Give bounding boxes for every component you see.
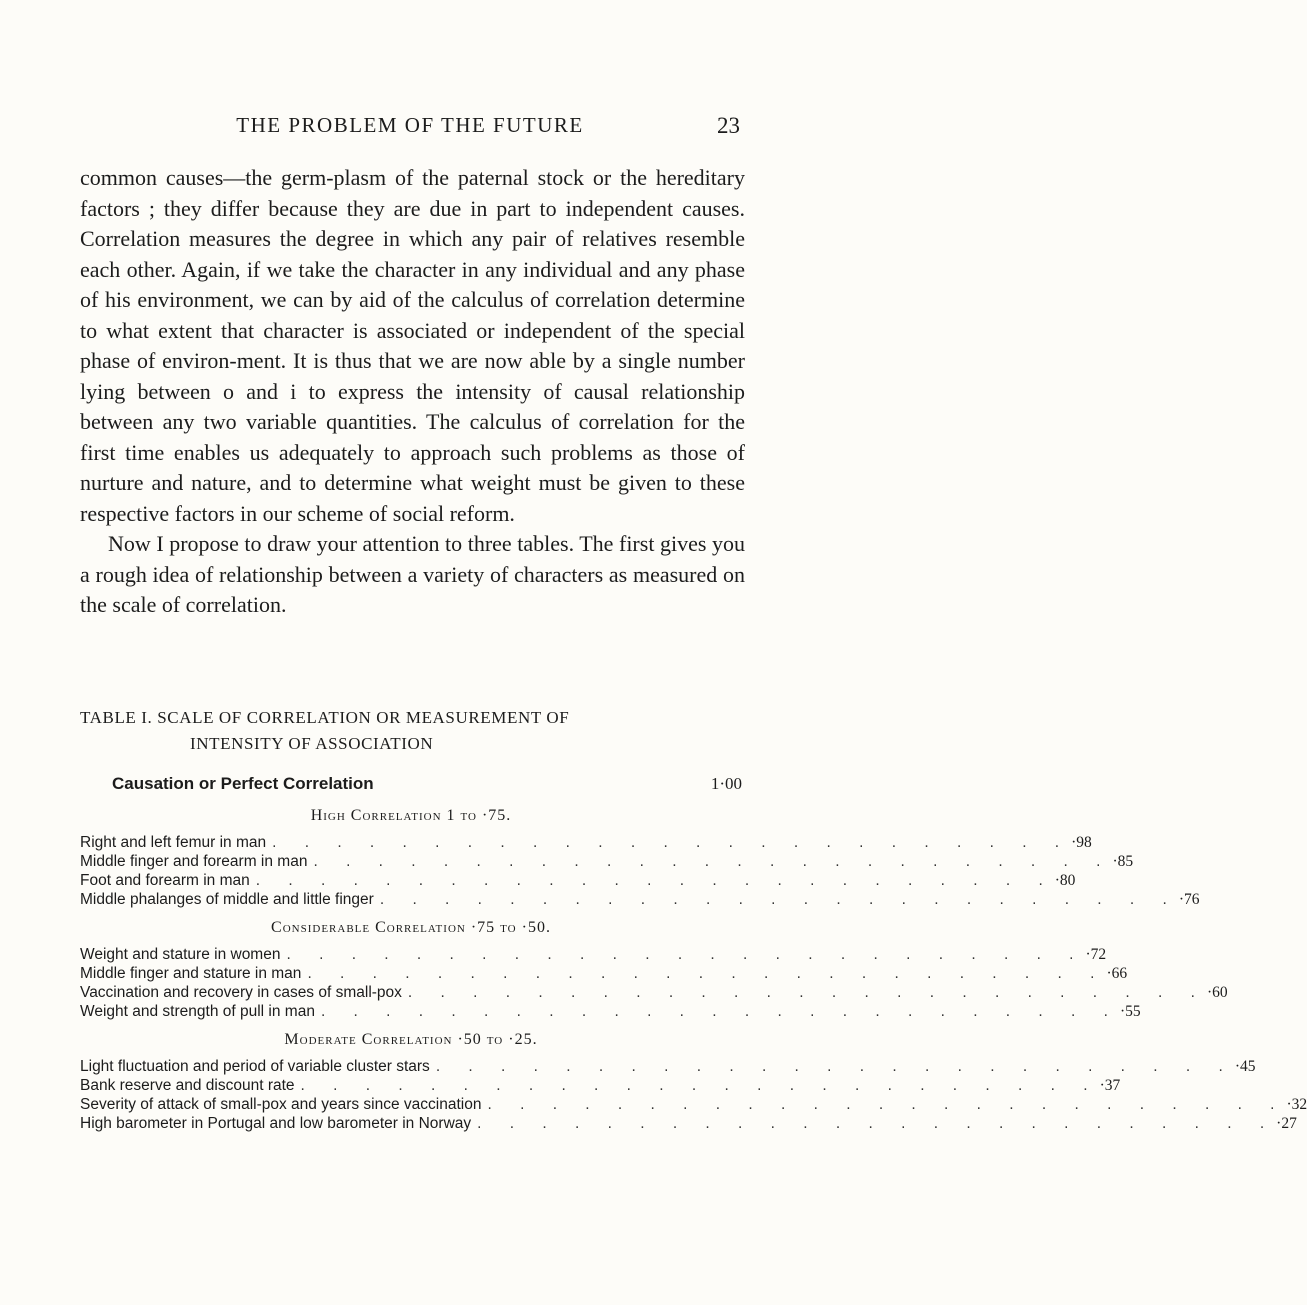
leader-dots: . . . . . . . . . . . . . . . . . . . . . . . . .	[272, 834, 1072, 851]
leader-dots: . . . . . . . . . . . . . . . . . . . . . . . . .	[477, 1115, 1277, 1132]
row-label: Light fluctuation and period of variable cluster stars	[80, 1058, 430, 1075]
leader-dots: . . . . . . . . . . . . . . . . . . . . . . . . .	[313, 853, 1113, 870]
table-row	[80, 964, 1128, 983]
row-value: ·76	[1178, 891, 1200, 908]
row-label: Weight and strength of pull in man	[80, 1003, 315, 1020]
row-label: Bank reserve and discount rate	[80, 1077, 295, 1094]
row-label: High barometer in Portugal and low barometer in Norway	[80, 1115, 472, 1132]
table-row	[80, 1002, 1141, 1021]
section-heading: Considerable Correlation ·75 to ·50.	[271, 919, 551, 936]
leader-dots: . . . . . . . . . . . . . . . . . . . . . . . . .	[379, 891, 1179, 908]
table-row	[80, 983, 1228, 1002]
row-value: ·27	[1276, 1115, 1297, 1132]
leader-dots: . . . . . . . . . . . . . . . . . . . . . . . . .	[286, 946, 1086, 963]
row-label: Middle finger and forearm in man	[80, 853, 308, 870]
perfect-correlation-row	[80, 771, 742, 797]
section-heading: High Correlation 1 to ·75.	[310, 807, 512, 824]
leader-dots: . . . . . . . . . . . . . . . . . . . . . . . . .	[300, 1077, 1100, 1094]
table-row	[80, 890, 1200, 909]
table-title-line-1: TABLE I. SCALE OF CORRELATION OR MEASUREMENT OF	[80, 708, 570, 727]
table-row	[80, 852, 1134, 871]
page-header	[80, 113, 740, 143]
table-row	[80, 871, 1076, 890]
body-text	[80, 163, 745, 621]
row-value: ·55	[1119, 1003, 1141, 1020]
row-value: ·60	[1206, 984, 1228, 1001]
table-title-line-2: INTENSITY OF ASSOCIATION	[190, 734, 434, 753]
page-number: 23	[717, 113, 740, 138]
paragraph-2: Now I propose to draw your attention to three tables. The first gives you a rough idea of relationship between a variety of characters as measured on the scale of correlation.	[80, 531, 745, 617]
row-value: ·85	[1112, 853, 1134, 870]
section-rows	[80, 1057, 1307, 1133]
perfect-correlation-value: 1·00	[710, 774, 742, 793]
row-value: ·66	[1106, 965, 1128, 982]
row-value: ·98	[1071, 834, 1092, 851]
perfect-correlation-label: Causation or Perfect Correlation	[112, 774, 374, 793]
table-row	[80, 1095, 1307, 1114]
leader-dots: . . . . . . . . . . . . . . . . . . . . . . . . .	[487, 1096, 1287, 1113]
paragraph-1: common causes—the germ-plasm of the paternal stock or the hereditary factors ; they differ because they are due in part to independent causes. Correlation measures the degree in which any pair of relatives resemble each other. Again, if we take the character in any individual and any phase of his environment, we can by aid of the calculus of correlation determine to what extent that character is associated or independent of the special phase of environ-ment. It is thus that we are now able by a single number lying between o and i to express the intensity of causal relationship between any two variable quantities. The calculus of correlation for the first time enables us adequately to approach such problems as those of nurture and nature, and to determine what weight must be given to these respective factors in our scheme of social reform.	[80, 165, 745, 526]
table-row	[80, 833, 1092, 852]
row-label: Middle phalanges of middle and little finger	[80, 891, 374, 908]
table-row	[80, 1057, 1256, 1076]
row-value: ·45	[1234, 1058, 1256, 1075]
section-heading: Moderate Correlation ·50 to ·25.	[284, 1031, 538, 1048]
row-value: ·32	[1286, 1096, 1307, 1113]
leader-dots: . . . . . . . . . . . . . . . . . . . . . . . . .	[320, 1003, 1120, 1020]
row-value: ·72	[1085, 946, 1107, 963]
table-row	[80, 1076, 1121, 1095]
leader-dots: . . . . . . . . . . . . . . . . . . . . . . . . .	[435, 1058, 1235, 1075]
row-label: Severity of attack of small-pox and years since vaccination	[80, 1096, 482, 1113]
row-label: Vaccination and recovery in cases of small-pox	[80, 984, 402, 1001]
table-title	[80, 705, 740, 757]
running-title: THE PROBLEM OF THE FUTURE	[236, 113, 584, 137]
row-value: ·37	[1099, 1077, 1121, 1094]
leader-dots: . . . . . . . . . . . . . . . . . . . . . . . . .	[407, 984, 1207, 1001]
table-row	[80, 945, 1107, 964]
row-label: Right and left femur in man	[80, 834, 267, 851]
row-label: Weight and stature in women	[80, 946, 281, 963]
row-value: ·80	[1054, 872, 1076, 889]
correlation-table	[80, 771, 1307, 1133]
row-label: Foot and forearm in man	[80, 872, 250, 889]
section-rows	[80, 833, 1200, 909]
table-row	[80, 1114, 1297, 1133]
leader-dots: . . . . . . . . . . . . . . . . . . . . . . . . .	[307, 965, 1107, 982]
leader-dots: . . . . . . . . . . . . . . . . . . . . . . . . .	[255, 872, 1055, 889]
row-label: Middle finger and stature in man	[80, 965, 302, 982]
section-rows	[80, 945, 1228, 1021]
